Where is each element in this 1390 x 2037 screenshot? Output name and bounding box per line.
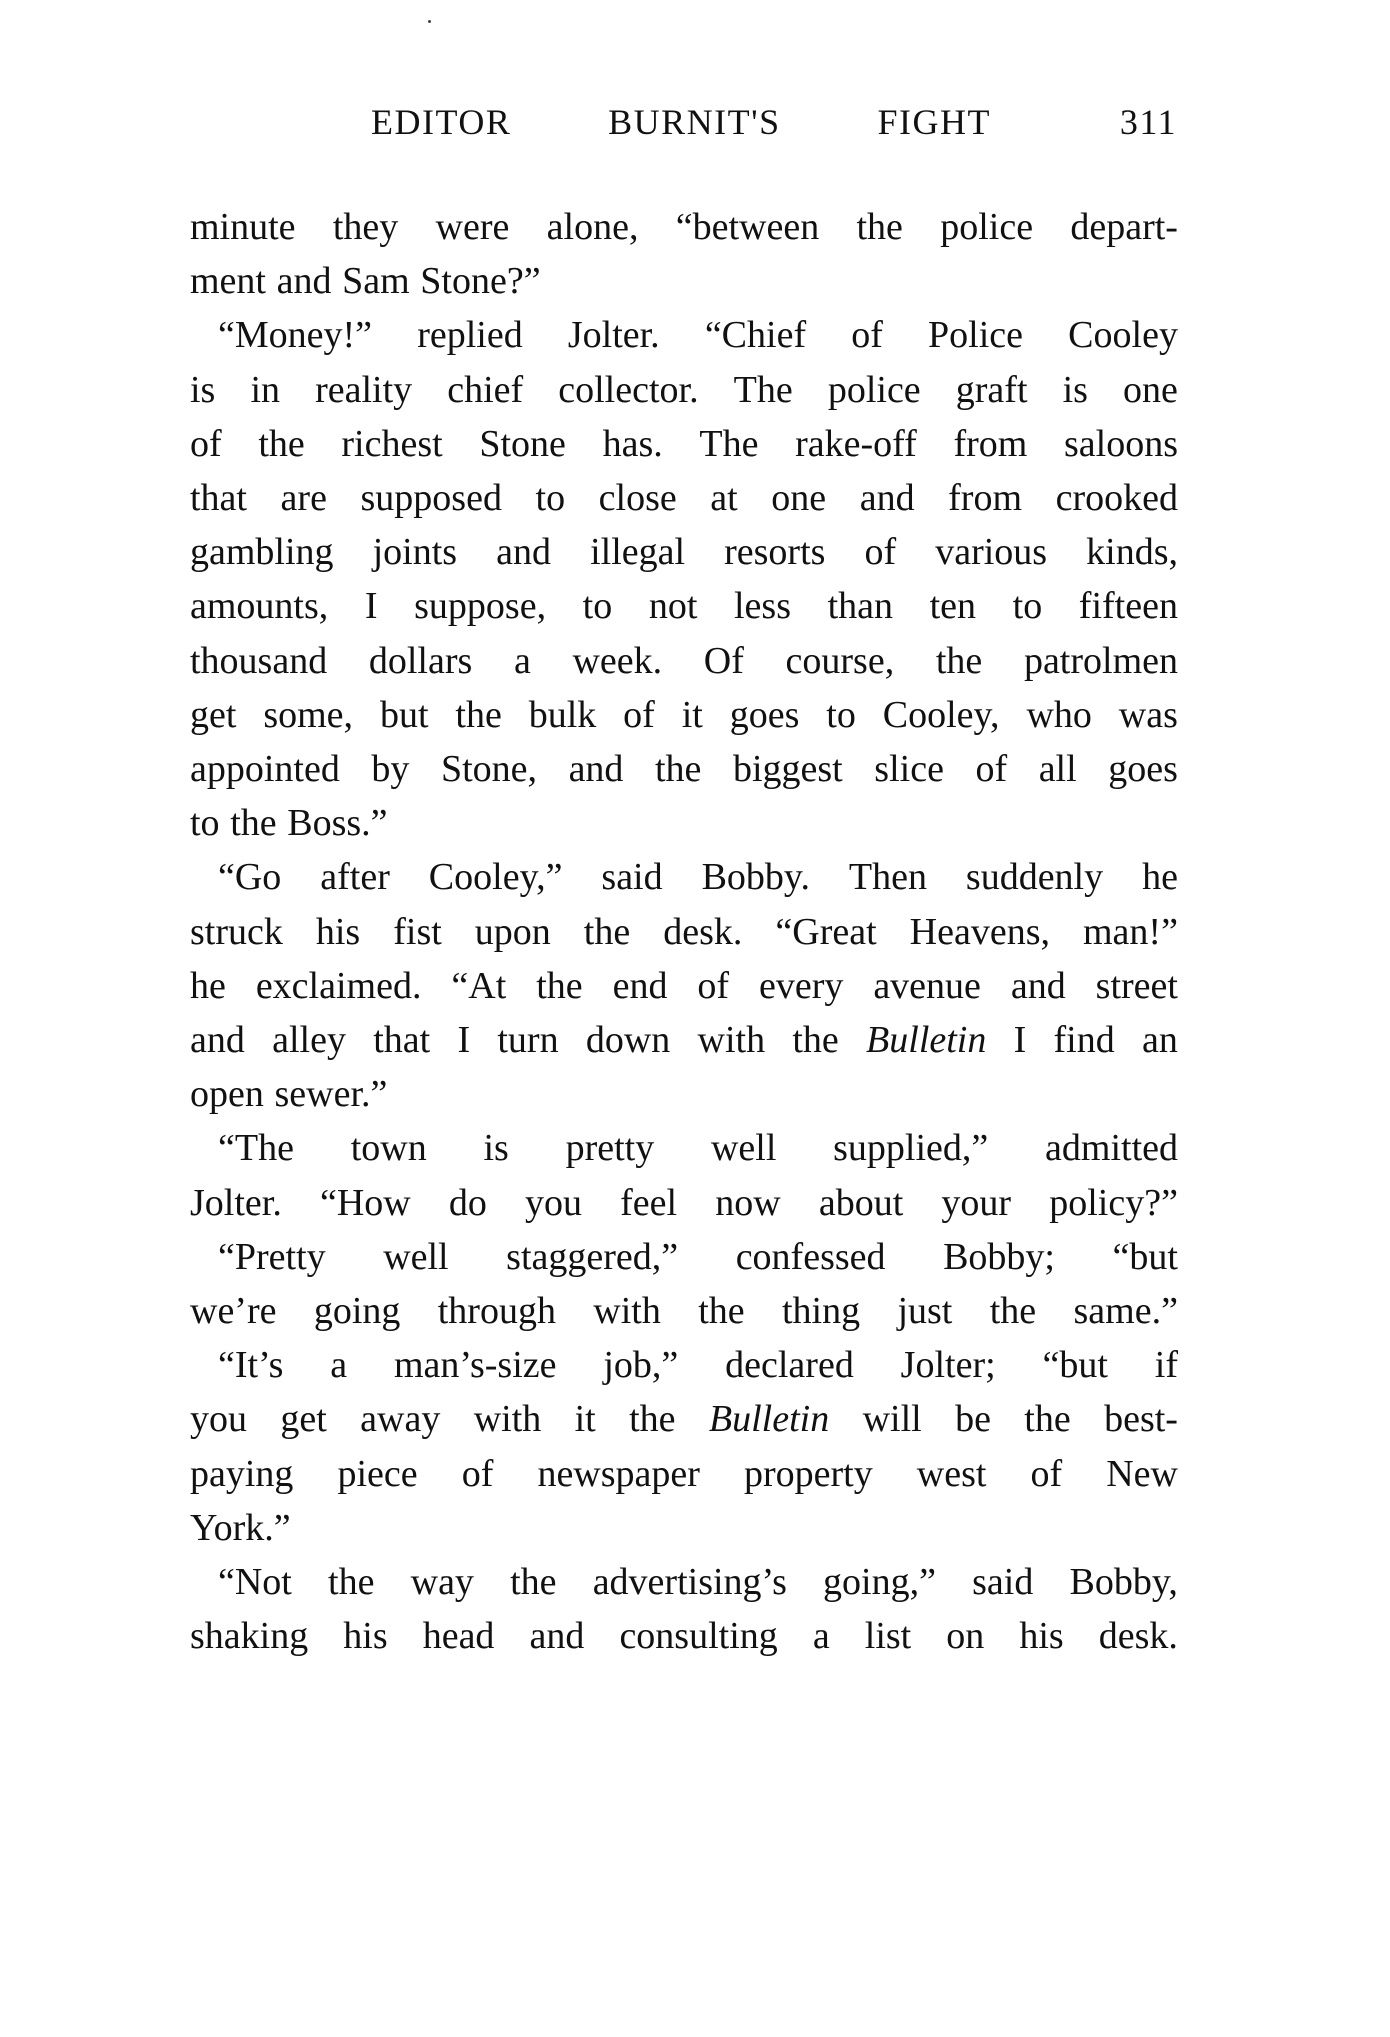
text-line <box>190 961 1178 1011</box>
word: find <box>1053 1019 1115 1061</box>
word: the <box>792 1019 839 1061</box>
word: thousand <box>190 639 328 682</box>
word: Bobby, <box>1069 1561 1178 1603</box>
word: end <box>612 964 668 1007</box>
word: police <box>827 368 921 411</box>
word: we’re <box>190 1290 277 1332</box>
word: resorts <box>724 531 826 574</box>
word: the <box>654 748 702 790</box>
word: Boss.” <box>287 802 388 845</box>
word: piece <box>337 1452 418 1495</box>
word: minute <box>190 206 296 248</box>
word: the <box>935 639 983 682</box>
word: “The <box>218 1127 294 1170</box>
text-line <box>218 1557 1178 1607</box>
text-line <box>190 1069 1178 1119</box>
word: if <box>1154 1344 1178 1387</box>
word: than <box>827 585 894 628</box>
word: Stone?” <box>420 260 541 303</box>
word: west <box>916 1452 987 1495</box>
word: is <box>483 1127 509 1170</box>
word: Of <box>703 639 744 682</box>
word: who <box>1026 693 1092 736</box>
word: Stone <box>479 422 566 465</box>
word: a <box>330 1344 348 1387</box>
word: one <box>1123 368 1178 411</box>
word: down <box>585 1019 671 1061</box>
word: said <box>601 856 663 899</box>
word: shaking <box>190 1615 309 1658</box>
word: avenue <box>873 964 981 1007</box>
text-line <box>190 636 1178 686</box>
word: and <box>859 477 915 519</box>
italic-text: Bulletin <box>708 1398 830 1441</box>
text-line <box>190 473 1178 523</box>
word: and <box>276 260 332 303</box>
word: the <box>536 964 583 1007</box>
word: alone, <box>546 206 639 248</box>
word: through <box>437 1290 556 1332</box>
word: with <box>473 1398 542 1441</box>
text-line <box>190 1449 1178 1499</box>
word: richest <box>341 422 443 465</box>
text-line <box>190 1015 1178 1065</box>
word: staggered,” <box>506 1235 679 1278</box>
text-line <box>190 527 1178 577</box>
word: way <box>410 1561 474 1603</box>
text-line <box>190 744 1178 794</box>
word: “but <box>1112 1235 1178 1278</box>
word: the <box>989 1290 1037 1332</box>
word: well <box>383 1235 449 1278</box>
word: they <box>332 206 399 248</box>
word: The <box>733 368 793 411</box>
word: has. <box>602 422 663 465</box>
word: various <box>935 531 1048 574</box>
text-line <box>190 1178 1178 1228</box>
word: goes <box>1108 748 1178 790</box>
word: course, <box>785 639 895 682</box>
word: “but <box>1042 1344 1108 1387</box>
word: bulk <box>528 693 597 736</box>
text-line <box>218 1340 1178 1390</box>
word: I <box>457 1019 471 1061</box>
word: “between <box>675 206 820 248</box>
word: supposed <box>360 477 502 519</box>
word: I <box>364 585 378 628</box>
word: and <box>190 1019 245 1061</box>
word: “Great <box>775 910 877 953</box>
word: open <box>190 1073 264 1116</box>
word: job,” <box>603 1344 679 1387</box>
word: of <box>975 748 1008 790</box>
word: dollars <box>368 639 473 682</box>
word: suddenly <box>965 856 1104 899</box>
word: I <box>1013 1019 1027 1061</box>
text-line <box>190 419 1178 469</box>
word: Jolter. <box>567 314 660 357</box>
text-line <box>190 1286 1178 1336</box>
word: now <box>715 1181 781 1224</box>
word: to <box>582 585 613 628</box>
word: he <box>190 964 226 1007</box>
word: close <box>598 477 677 519</box>
text-line <box>190 1394 1178 1444</box>
italic-text: Bulletin <box>866 1019 987 1061</box>
word: it <box>574 1398 596 1441</box>
word: his <box>315 910 361 953</box>
italic-title <box>866 1015 986 1065</box>
word: best- <box>1104 1398 1178 1441</box>
word: the <box>455 693 502 736</box>
word: fifteen <box>1078 585 1178 628</box>
word: Jolter; <box>900 1344 996 1387</box>
word: turn <box>497 1019 559 1061</box>
word: the <box>258 422 305 465</box>
word: Jolter. <box>190 1181 282 1224</box>
word: and <box>496 531 552 574</box>
word: to <box>826 693 856 736</box>
word: Sam <box>342 260 410 303</box>
word: Bobby; <box>943 1235 1055 1278</box>
word: “Not <box>218 1561 292 1603</box>
word: gambling <box>190 531 334 574</box>
word: the <box>583 910 631 953</box>
word: alley <box>272 1019 346 1061</box>
word: kinds, <box>1086 531 1178 574</box>
word: some, <box>263 693 354 736</box>
word: you <box>525 1181 583 1224</box>
word: a <box>812 1615 830 1658</box>
italic-title <box>709 1394 829 1444</box>
word: biggest <box>732 748 843 790</box>
word: property <box>743 1452 873 1495</box>
word: advertising’s <box>592 1561 787 1603</box>
text-line <box>218 852 1178 902</box>
text-line <box>218 1232 1178 1282</box>
word: street <box>1095 964 1178 1007</box>
word: after <box>320 856 390 899</box>
running-header-title: EDITOR BURNIT'S FIGHT <box>371 102 991 142</box>
word: every <box>758 964 844 1007</box>
word: going <box>313 1290 401 1332</box>
word: going,” <box>823 1561 936 1603</box>
word: replied <box>417 314 523 357</box>
text-line <box>190 581 1178 631</box>
word: “How <box>319 1181 411 1224</box>
word: the <box>510 1561 557 1603</box>
word: the <box>629 1398 676 1441</box>
word: the <box>1024 1398 1071 1441</box>
word: patrolmen <box>1023 639 1178 682</box>
word: desk. <box>663 910 743 953</box>
word: Cooley,” <box>428 856 563 899</box>
word: to <box>1012 585 1043 628</box>
word: just <box>897 1290 953 1332</box>
text-line <box>190 690 1178 740</box>
text-line <box>190 202 1178 252</box>
word: of <box>461 1452 494 1495</box>
page-number: 311 <box>1119 102 1177 142</box>
word: The <box>699 422 759 465</box>
word: and <box>529 1615 585 1658</box>
word: “Money!” <box>218 314 373 357</box>
word: man!” <box>1083 910 1178 953</box>
word: but <box>379 693 429 736</box>
word: week. <box>572 639 663 682</box>
word: away <box>360 1398 441 1441</box>
word: consulting <box>619 1615 778 1658</box>
word: newspaper <box>537 1452 700 1495</box>
word: well <box>710 1127 777 1170</box>
word: less <box>733 585 791 628</box>
word: man’s-size <box>394 1344 557 1387</box>
word: saloons <box>1063 422 1178 465</box>
word: his <box>343 1615 388 1658</box>
word: an <box>1141 1019 1178 1061</box>
word: from <box>948 477 1023 519</box>
word: Bobby. <box>701 856 810 899</box>
text-line <box>190 907 1178 957</box>
word: of <box>864 531 897 574</box>
text-line <box>190 798 1178 848</box>
word: one <box>771 477 827 519</box>
word: a <box>513 639 531 682</box>
word: Cooley <box>1068 314 1178 357</box>
word: Stone, <box>440 748 538 790</box>
word: you <box>190 1398 247 1441</box>
word: crooked <box>1055 477 1178 519</box>
word: with <box>697 1019 766 1061</box>
word: the <box>328 1561 375 1603</box>
word: by <box>371 748 410 790</box>
word: police <box>940 206 1034 248</box>
word: “Go <box>218 856 282 899</box>
word: upon <box>474 910 551 953</box>
word: his <box>1019 1615 1064 1658</box>
text-line <box>190 1503 1178 1553</box>
word: ment <box>190 260 266 303</box>
word: of <box>190 422 222 465</box>
word: and <box>568 748 624 790</box>
word: desk. <box>1098 1615 1178 1658</box>
word: fist <box>393 910 442 953</box>
word: was <box>1118 693 1178 736</box>
word: joints <box>372 531 458 574</box>
word: in <box>250 368 280 411</box>
word: to <box>190 802 220 845</box>
word: at <box>710 477 738 519</box>
word: that <box>190 477 247 519</box>
word: about <box>818 1181 904 1224</box>
word: do <box>448 1181 487 1224</box>
text-line <box>190 1611 1178 1661</box>
word: Then <box>848 856 927 899</box>
word: not <box>648 585 698 628</box>
word: depart- <box>1070 206 1178 248</box>
word: will <box>862 1398 922 1441</box>
word: of <box>851 314 883 357</box>
word: “It’s <box>218 1344 284 1387</box>
word: feel <box>620 1181 678 1224</box>
word: confessed <box>735 1235 886 1278</box>
word: York.” <box>190 1506 291 1549</box>
word: he <box>1142 856 1178 899</box>
word: town <box>350 1127 427 1170</box>
word: Police <box>928 314 1024 357</box>
word: your <box>941 1181 1012 1224</box>
word: list <box>864 1615 912 1658</box>
text-line <box>190 256 1178 306</box>
word: from <box>953 422 1028 465</box>
word: Heavens, <box>909 910 1050 953</box>
text-line <box>218 1123 1178 1173</box>
word: suppose, <box>414 585 547 628</box>
text-line <box>218 310 1178 360</box>
word: goes <box>729 693 800 736</box>
word: be <box>955 1398 991 1441</box>
word: that <box>373 1019 431 1061</box>
word: are <box>280 477 327 519</box>
word: and <box>1010 964 1066 1007</box>
word: policy?” <box>1049 1181 1178 1224</box>
word: “Pretty <box>218 1235 326 1278</box>
text-line <box>190 365 1178 415</box>
word: on <box>946 1615 985 1658</box>
word: to <box>535 477 566 519</box>
word: chief <box>447 368 524 411</box>
word: sewer.” <box>274 1073 388 1116</box>
word: struck <box>190 910 283 953</box>
word: all <box>1038 748 1077 790</box>
word: with <box>593 1290 661 1332</box>
word: the <box>230 802 277 845</box>
word: Cooley, <box>882 693 1000 736</box>
word: pretty <box>565 1127 655 1170</box>
word: collector. <box>558 368 699 411</box>
print-speck <box>428 20 431 23</box>
word: thing <box>781 1290 861 1332</box>
word: get <box>280 1398 327 1441</box>
word: paying <box>190 1452 294 1495</box>
word: appointed <box>190 748 340 790</box>
word: the <box>698 1290 745 1332</box>
word: admitted <box>1045 1127 1178 1170</box>
word: graft <box>955 368 1028 411</box>
word: head <box>422 1615 495 1658</box>
word: exclaimed. <box>255 964 422 1007</box>
word: get <box>190 693 237 736</box>
word: the <box>856 206 903 248</box>
word: rake-off <box>795 422 917 465</box>
word: declared <box>725 1344 854 1387</box>
word: said <box>972 1561 1034 1603</box>
word: it <box>681 693 703 736</box>
word: were <box>435 206 510 248</box>
word: “Chief <box>704 314 807 357</box>
word: “At <box>451 964 507 1007</box>
word: same.” <box>1073 1290 1178 1332</box>
word: is <box>190 368 216 411</box>
word: of <box>623 693 655 736</box>
word: is <box>1062 368 1088 411</box>
word: ten <box>929 585 977 628</box>
word: slice <box>874 748 944 790</box>
word: reality <box>315 368 413 411</box>
word: amounts, <box>190 585 329 628</box>
word: New <box>1106 1452 1178 1495</box>
word: supplied,” <box>833 1127 989 1170</box>
word: of <box>1030 1452 1063 1495</box>
word: of <box>697 964 730 1007</box>
word: illegal <box>590 531 686 574</box>
